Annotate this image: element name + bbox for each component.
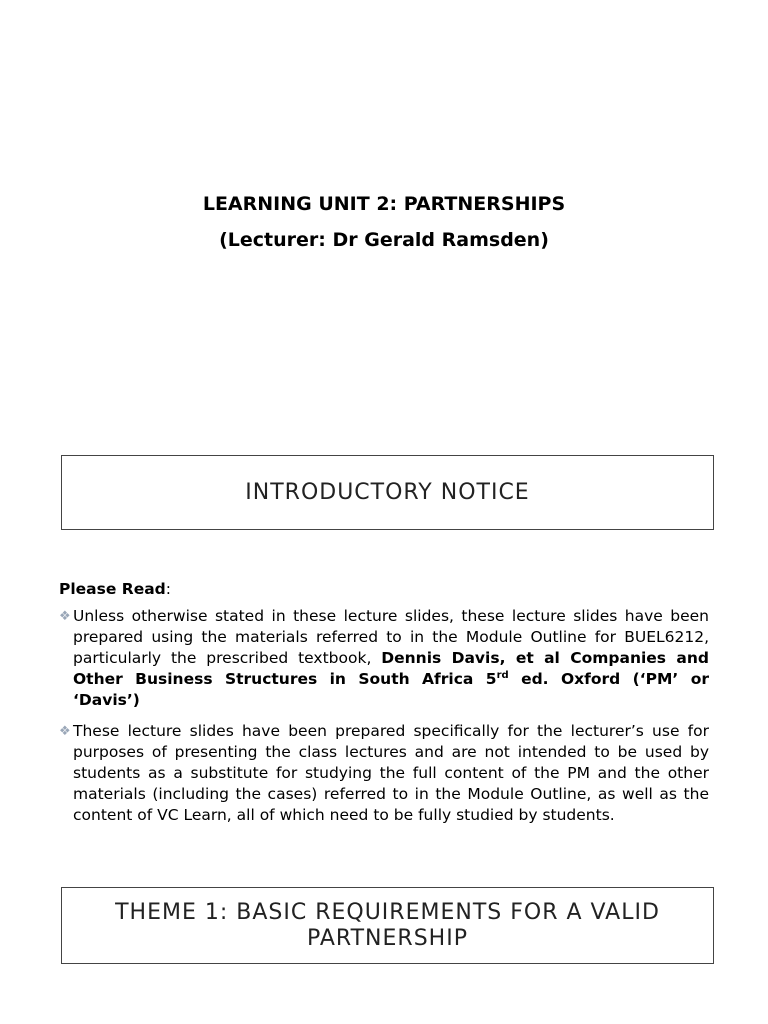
diamond-bullet-icon: ❖	[59, 724, 71, 739]
please-read-label: Please Read	[59, 580, 166, 598]
diamond-bullet-icon: ❖	[59, 609, 71, 624]
title-block	[0, 190, 768, 254]
edition-superscript: rd	[496, 669, 509, 681]
introductory-notice-label: INTRODUCTORY NOTICE	[245, 479, 530, 505]
page-title: LEARNING UNIT 2: PARTNERSHIPS	[202, 193, 566, 215]
bullet-1-text: Unless otherwise stated in these lecture slides, these lecture slides have been prepared using the materials referred to in the Module Outline for BUEL6212, particularly the prescribed textbook,	[73, 607, 709, 667]
theme-1-line-1: THEME 1: BASIC REQUIREMENTS FOR A VALID	[115, 899, 660, 925]
textbook-publisher: ed. Oxford (‘PM’ or ‘Davis’)	[73, 670, 709, 709]
lecturer-subtitle: (Lecturer: Dr Gerald Ramsden)	[219, 229, 549, 251]
introductory-notice-box	[61, 455, 714, 530]
please-read-colon: :	[165, 580, 172, 598]
notice-section	[59, 580, 709, 836]
notice-bullet-1	[59, 606, 709, 711]
theme-1-box	[61, 887, 714, 964]
textbook-title: Dennis Davis, et al Companies and Other Business Structures in South Africa 5	[73, 649, 709, 688]
notice-bullet-2	[59, 721, 709, 826]
theme-1-line-2: PARTNERSHIP	[307, 925, 468, 951]
bullet-2-text: These lecture slides have been prepared specifically for the lecturer’s use for purposes of presenting the class lectures and are not intended to be used by students as a substitute for studying the full content of the PM and the other materials (including the cases) referred to in the Module Outline, as well as the content of VC Learn, all of which need to be fully studied by students.	[73, 722, 709, 824]
please-read	[59, 580, 709, 598]
